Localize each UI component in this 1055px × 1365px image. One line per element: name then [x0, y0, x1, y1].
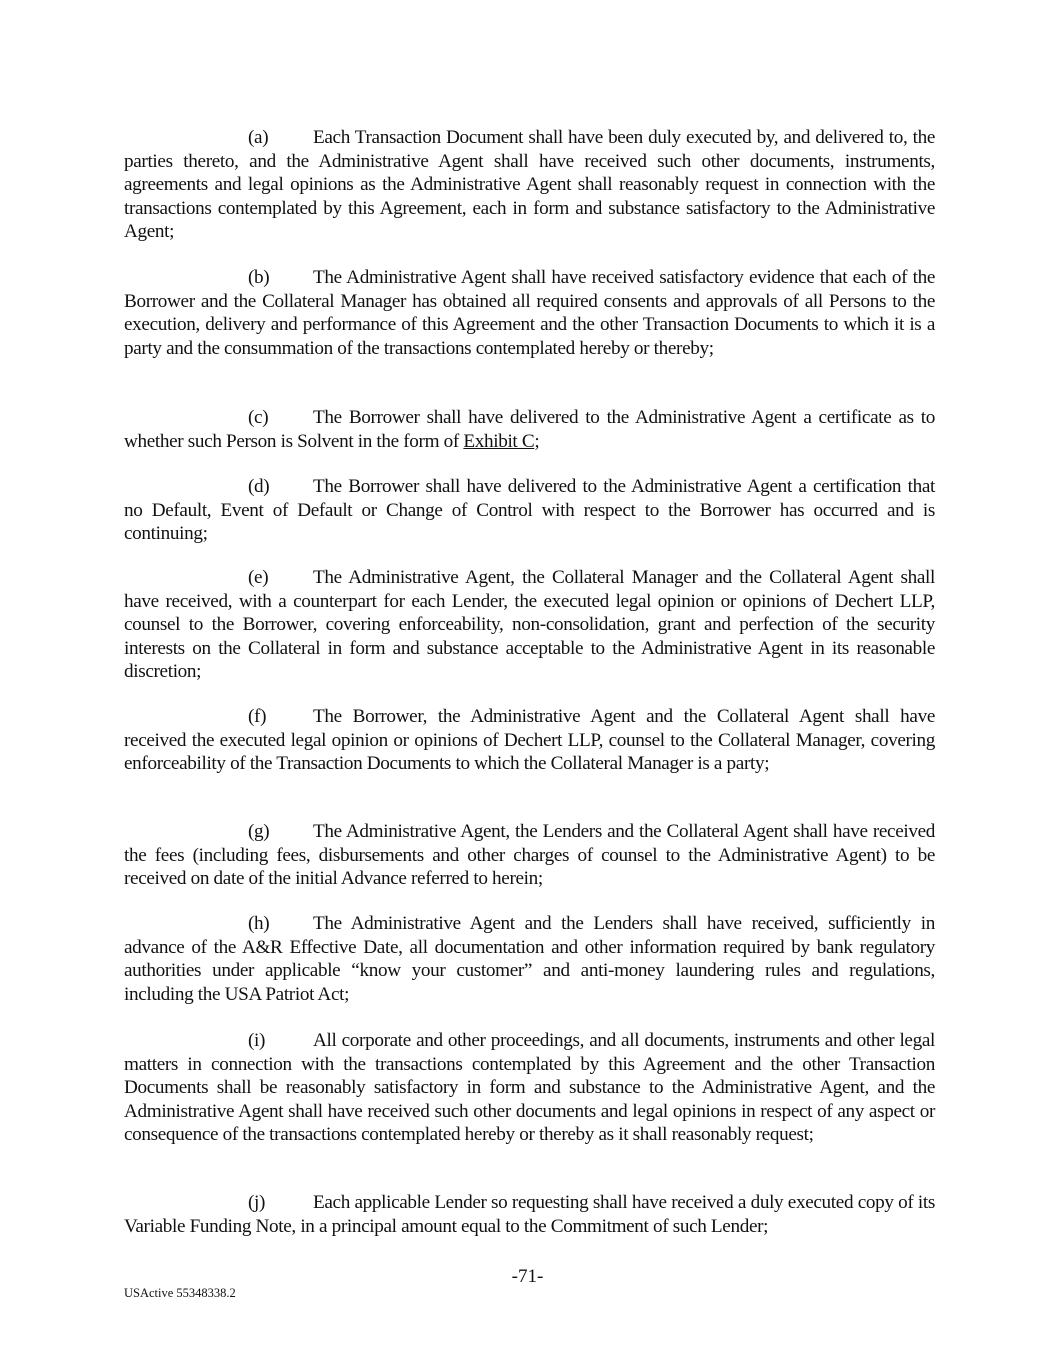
clause-d: [124, 475, 935, 546]
clause-text: The Administrative Agent shall have received satisfactory evidence that each of the Borrower and the Collateral Manager has obtained all required consents and approvals of all Persons to the execution, delivery and performance of this Agreement and the other Transaction Documents to which it is a party and the consummation of the transactions contemplated hereby or thereby;: [124, 267, 935, 359]
clause-label: (d): [248, 476, 270, 497]
clause-h: [124, 912, 935, 1006]
clause-text: The Administrative Agent, the Lenders and the Collateral Agent shall have received the fees (including fees, disbursements and other charges of counsel to the Administrative Agent) to be received on date of the initial Advance referred to herein;: [124, 821, 935, 889]
clause-g: [124, 820, 935, 891]
clause-label: (h): [248, 913, 270, 934]
clause-i: [124, 1029, 935, 1147]
clause-label: (a): [248, 127, 269, 148]
clause-text: The Administrative Agent, the Collateral Manager and the Collateral Agent shall have received, with a counterpart for each Lender, the executed legal opinion or opinions of Dechert LLP, counsel to the Borrower, covering enforceability, non-consolidation, grant and perfection of the security interests on the Collateral in form and substance acceptable to the Administrative Agent in its reasonable discretion;: [124, 567, 935, 682]
document-footer-id: USActive 55348338.2: [124, 1286, 236, 1300]
clause-text: Each Transaction Document shall have been duly executed by, and delivered to, the parties thereto, and the Administrative Agent shall have received such other documents, instruments, agreements and legal opinions as the Administrative Agent shall reasonably request in connection with the transactions contemplated by this Agreement, each in form and substance satisfactory to the Administrative Agent;: [124, 127, 935, 242]
clause-f: [124, 705, 935, 776]
clause-label: (e): [248, 567, 269, 588]
clause-text: Each applicable Lender so requesting shall have received a duly executed copy of its Variable Funding Note, in a principal amount equal to the Commitment of such Lender;: [124, 1192, 935, 1237]
clause-text: The Borrower shall have delivered to the Administrative Agent a certification that no Default, Event of Default or Change of Control with respect to the Borrower has occurred and is continuing;: [124, 476, 935, 544]
clause-label: (b): [248, 267, 270, 288]
clause-text: The Administrative Agent and the Lenders shall have received, sufficiently in advance of the A&R Effective Date, all documentation and other information required by bank regulatory authorities under applicable “know your customer” and anti-money laundering rules and regulations, including the USA Patriot Act;: [124, 913, 935, 1005]
clause-label: (i): [248, 1030, 266, 1051]
clause-c: [124, 406, 935, 453]
clause-label: (j): [248, 1192, 266, 1213]
clause-e: [124, 566, 935, 684]
clause-text: All corporate and other proceedings, and all documents, instruments and other legal matters in connection with the transactions contemplated by this Agreement and the other Transaction Documents shall be reasonably satisfactory in form and substance to the Administrative Agent, and the Administrative Agent shall have received such other documents and legal opinions in respect of any aspect or consequence of the transactions contemplated hereby or thereby as it shall reasonably request;: [124, 1030, 935, 1145]
clause-text-end: ;: [534, 430, 540, 452]
clause-j: [124, 1191, 935, 1238]
clause-label: (f): [248, 706, 267, 727]
page-number: -71-: [511, 1266, 544, 1287]
clause-text: The Borrower, the Administrative Agent and the Collateral Agent shall have received the executed legal opinion or opinions of Dechert LLP, counsel to the Collateral Manager, covering enforceability of the Transaction Documents to which the Collateral Manager is a party;: [124, 706, 935, 774]
exhibit-c-reference: Exhibit C: [463, 430, 535, 452]
clause-label: (g): [248, 821, 270, 842]
clause-a: [124, 126, 935, 244]
clause-label: (c): [248, 407, 269, 428]
clause-text: The Borrower shall have delivered to the Administrative Agent a certificate as to whether such Person is Solvent in the form of: [124, 407, 935, 452]
clause-b: [124, 266, 935, 360]
